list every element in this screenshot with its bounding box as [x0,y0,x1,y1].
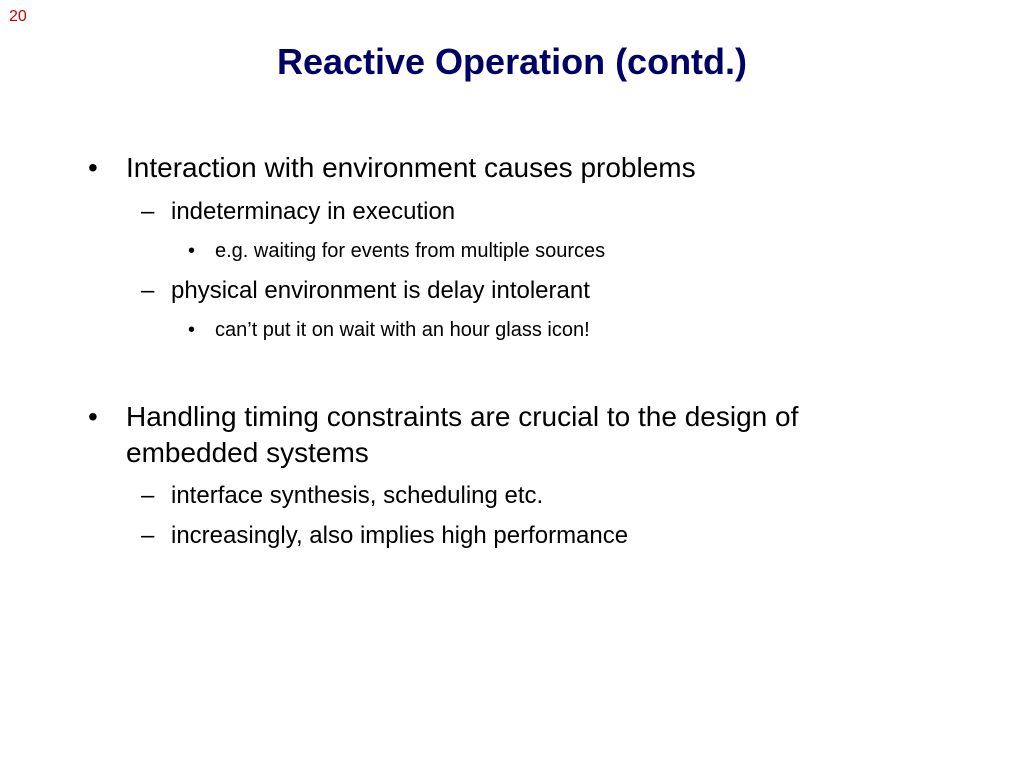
slide-title: Reactive Operation (contd.) [276,41,748,82]
dash-marker: – [141,198,155,225]
sub-item-text: physical environment is delay intolerant [171,277,590,304]
sub-item-text: interface synthesis, scheduling etc. [171,482,544,509]
bullet-marker: • [88,401,98,432]
sub-sub-item-text: can’t put it on wait with an hour glass icon! [215,319,590,341]
bullet-marker: • [188,240,196,262]
dash-marker: – [141,522,155,549]
sub-item-text: increasingly, also implies high performance [171,522,629,549]
bullet-marker: • [188,319,196,341]
bullet-text: Handling timing constraints are crucial to the design of [126,401,799,432]
dash-marker: – [141,482,155,509]
sub-item-text: indeterminacy in execution [171,198,456,225]
slide-number: 20 [9,8,27,25]
bullet-marker: • [88,152,98,183]
bullet-text: Interaction with environment causes problems [126,152,696,183]
bullet-text: embedded systems [126,437,369,468]
sub-sub-item-text: e.g. waiting for events from multiple sources [215,240,606,262]
dash-marker: – [141,277,155,304]
